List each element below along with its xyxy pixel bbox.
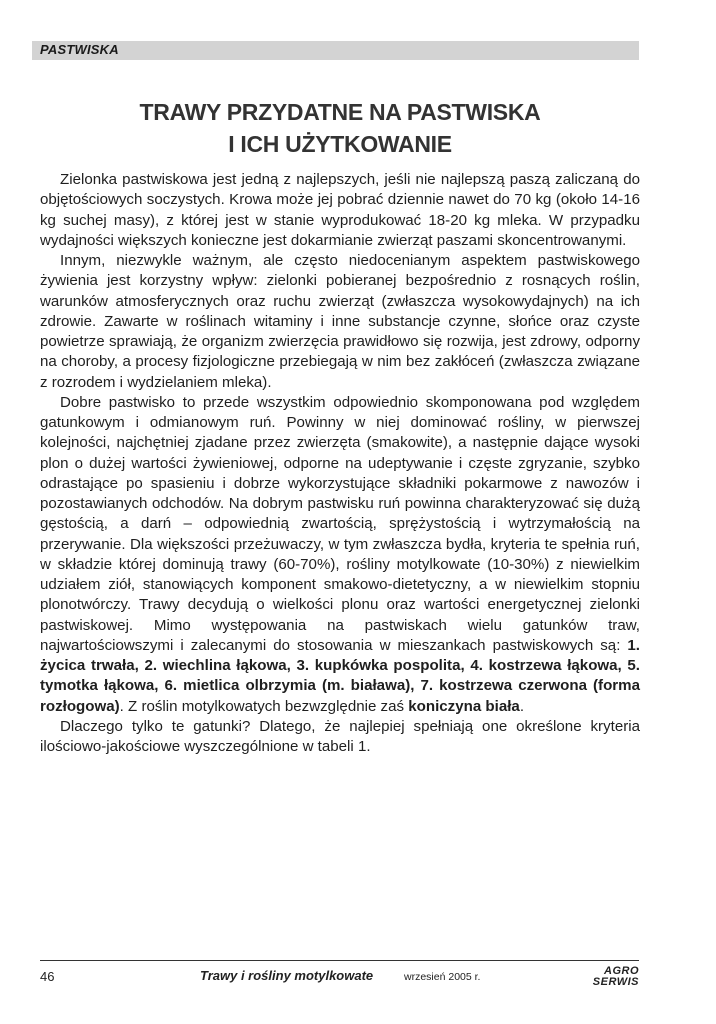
- footer-divider: [40, 960, 639, 961]
- paragraph-3-text-mid: . Z roślin motylkowatych bezwzględnie zaś: [119, 697, 409, 715]
- agro-serwis-logo: [593, 966, 639, 988]
- article-body: [40, 170, 640, 757]
- paragraph-3: [40, 393, 640, 717]
- paragraph-2: Innym, niezwykle ważnym, ale często niedocenianym aspektem pastwiskowego żywienia jest korzystny wpływ: zielonki pobieranej bezpośrednio z rosnących roślin, warunków atmosferycznych oraz ruchu zwierząt (zwłaszcza wysokowydajnych) na ich zdrowie. Zawarte w roślinach witaminy i inne substancje czynne, słońce oraz czyste powietrze sprawiają, że organizm zwierzęcia prawidłowo się rozwija, jest zdrowy, odporny na choroby, a procesy fizjologiczne przebiegają w nim bez zakłóceń (zwłaszcza związane z rozrodem i wydzielaniem mleka).: [40, 252, 640, 391]
- article-title-line-2: I ICH UŻYTKOWANIE: [228, 131, 452, 157]
- paragraph-3-text-start: Dobre pastwisko to przede wszystkim odpowiednio skomponowana pod względem gatunkowym i odmianowym ruń. Powinny w niej dominować rośliny, w pierwszej kolejności, najchętniej zjadane przez zwierzęta (smakowite), a następnie dające wysoki plon o dużej wartości żywieniowej, odporne na udeptywanie i częste zgryzanie, szybko odrastające po spasieniu i dobrze wykorzystujące składniki pokarmowe z nawozów i pozostawianych odchodów. Na dobrym pastwisku ruń powinna charakteryzować się dużą gęstością, a darń – odpowiednią zwartością, sprężystością i wytrzymałością na przerywanie. Dla większości przeżuwaczy, w tym zwłaszcza bydła, kryteria te spełnia ruń, w składzie której dominują trawy (60-70%), rośliny motylkowate (10-30%) z niewielkim udziałem ziół, stanowiących komponent smakowo-dietetyczny, a w niewielkim stopniu plonotwórczy. Trawy decydują o wielkości plonu oraz wartości energetycznej zielonki pastwiskowej. Mimo występowania na pastwiskach wielu gatunków traw, najwartościowszymi i zalecanymi do stosowania w mieszankach pastwiskowych są:: [40, 393, 640, 654]
- issue-date: wrzesień 2005 r.: [404, 971, 481, 983]
- article-title-line-1: TRAWY PRZYDATNE NA PASTWISKA: [139, 99, 541, 125]
- section-label: PASTWISKA: [40, 42, 119, 57]
- page-number: 46: [40, 969, 55, 984]
- publication-title: Trawy i rośliny motylkowate: [200, 968, 374, 983]
- paragraph-4: Dlaczego tylko te gatunki? Dlatego, że najlepiej spełniają one określone kryteria ilościowo-jakościowe wyszczególnione w tabeli 1.: [40, 717, 640, 755]
- paragraph-1: Zielonka pastwiskowa jest jedną z najlepszych, jeśli nie najlepszą paszą zaliczaną do objętościowych soczystych. Krowa może jej pobrać dziennie nawet do 70 kg (około 14-16 kg suchej masy), z której jest w stanie wyprodukować 18-20 kg mleka. W przypadku wydajności większych konieczne jest dokarmianie zwierząt paszami skoncentrowanymi.: [40, 171, 640, 249]
- recommended-grasses-list: 1. życica trwała, 2. wiechlina łąkowa, 3. kupkówka pospolita, 4. kostrzewa łąkowa, 5. tymotka łąkowa, 6. mietlica olbrzymia (m. biaława), 7. kostrzewa czerwona (forma rozłogowa): [40, 636, 640, 715]
- logo-line-1: AGRO: [604, 965, 639, 977]
- recommended-clover: koniczyna biała: [408, 697, 520, 715]
- section-header-bar: [32, 41, 639, 60]
- article-title: [40, 96, 640, 160]
- logo-line-2: SERWIS: [592, 976, 639, 988]
- paragraph-3-text-end: .: [519, 697, 525, 715]
